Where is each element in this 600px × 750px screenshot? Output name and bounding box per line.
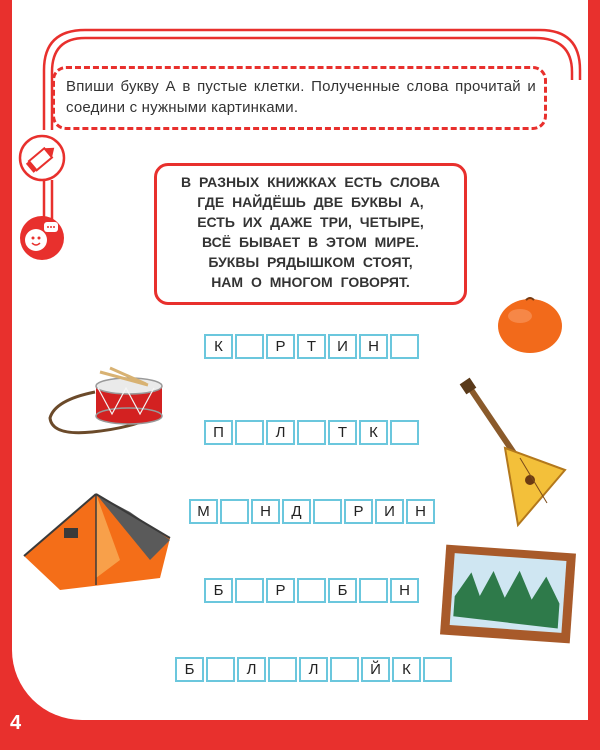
- letter-cell[interactable]: К: [204, 334, 233, 359]
- poem-line: ГДЕ НАЙДЁШЬ ДВЕ БУКВЫ А,: [197, 194, 424, 210]
- letter-cell[interactable]: Т: [328, 420, 357, 445]
- letter-cell[interactable]: Р: [266, 334, 295, 359]
- letter-cell[interactable]: Б: [175, 657, 204, 682]
- letter-cell[interactable]: Н: [406, 499, 435, 524]
- letter-cell[interactable]: К: [392, 657, 421, 682]
- poem-line: ВСЁ БЫВАЕТ В ЭТОМ МИРЕ.: [202, 234, 419, 250]
- letter-cell[interactable]: К: [359, 420, 388, 445]
- balalaika-picture[interactable]: [460, 378, 565, 525]
- letter-cell[interactable]: Н: [359, 334, 388, 359]
- letter-cell[interactable]: П: [204, 420, 233, 445]
- letter-cell[interactable]: Р: [266, 578, 295, 603]
- instruction-text: Впиши букву А в пустые клетки. Полученные слова прочитай и соедини с нужными картинками.: [66, 78, 536, 116]
- letter-cell[interactable]: Р: [344, 499, 373, 524]
- letter-cell[interactable]: Л: [237, 657, 266, 682]
- letter-cell[interactable]: Д: [282, 499, 311, 524]
- letter-cell[interactable]: М: [189, 499, 218, 524]
- letter-cell[interactable]: Й: [361, 657, 390, 682]
- letter-cell[interactable]: Н: [390, 578, 419, 603]
- letter-cell[interactable]: И: [328, 334, 357, 359]
- page-number: 4: [10, 712, 22, 734]
- poem-line: БУКВЫ РЯДЫШКОМ СТОЯТ,: [208, 254, 413, 270]
- letter-cell[interactable]: Б: [204, 578, 233, 603]
- painting-picture[interactable]: [440, 545, 576, 644]
- letter-cell[interactable]: Л: [299, 657, 328, 682]
- drum-picture[interactable]: [50, 368, 162, 433]
- letter-cell[interactable]: Т: [297, 334, 326, 359]
- poem-line: В РАЗНЫХ КНИЖКАХ ЕСТЬ СЛОВА: [181, 174, 440, 190]
- tangerine-picture[interactable]: [498, 298, 562, 353]
- poem-line: ЕСТЬ ИХ ДАЖЕ ТРИ, ЧЕТЫРЕ,: [197, 214, 424, 230]
- letter-cell[interactable]: Б: [328, 578, 357, 603]
- letter-cell[interactable]: Л: [266, 420, 295, 445]
- poem-line: НАМ О МНОГОМ ГОВОРЯТ.: [211, 274, 410, 290]
- letter-cell[interactable]: И: [375, 499, 404, 524]
- tent-picture[interactable]: [24, 494, 170, 590]
- letter-cell[interactable]: Н: [251, 499, 280, 524]
